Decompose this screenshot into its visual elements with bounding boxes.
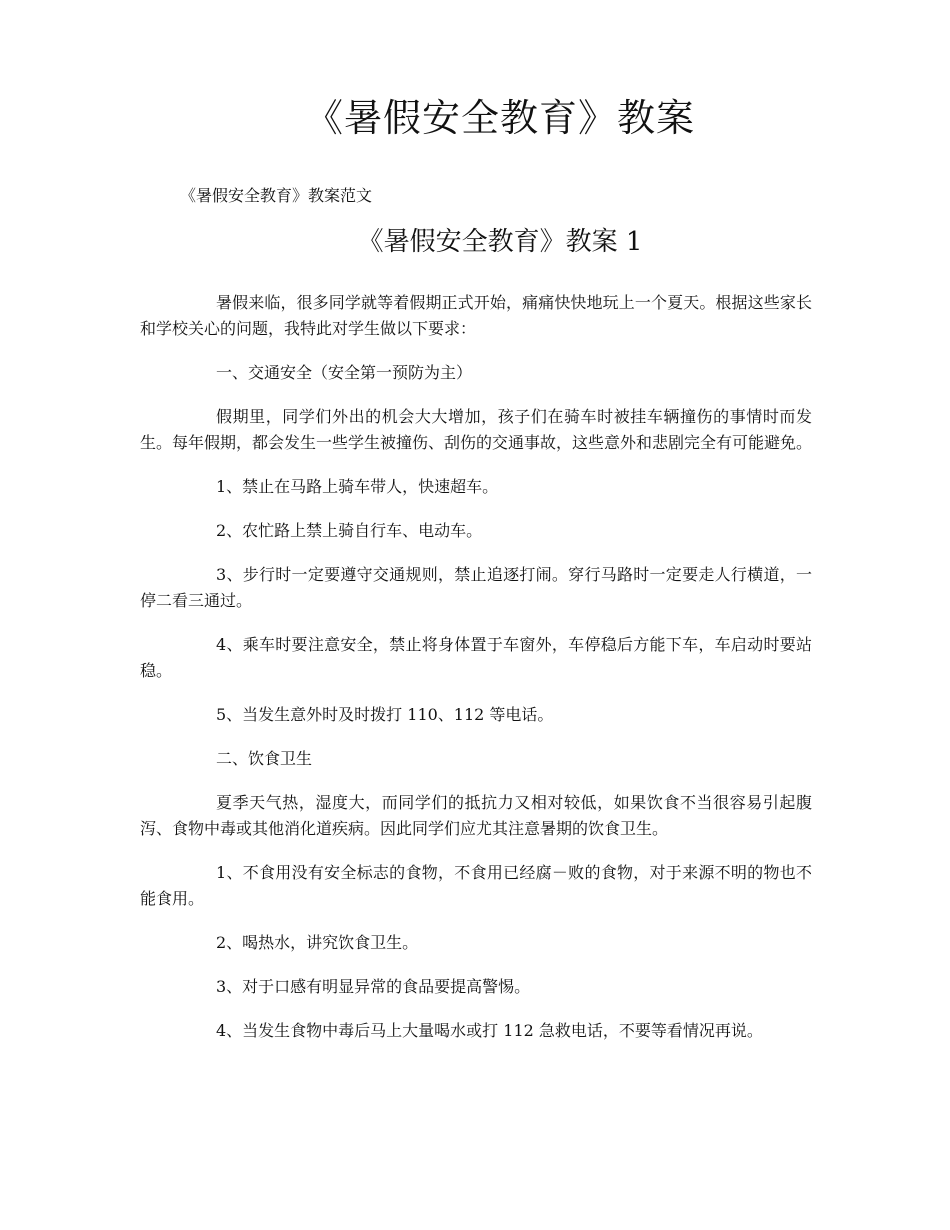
heading-food-hygiene: 二、饮食卫生 <box>216 749 313 768</box>
list-item-food-2: 2、喝热水，讲究饮食卫生。 <box>216 933 419 952</box>
document-title: 《暑假安全教育》教案 <box>304 96 695 140</box>
paragraph-food-intro: 夏季天气热，湿度大，而同学们的抵抗力又相对较低，如果饮食不当很容易引起腹泻、食物中毒或其他消化道疾病。因此同学们应尤其注意暑期的饮食卫生。 <box>140 793 812 838</box>
document-body <box>140 290 812 1062</box>
paragraph-intro: 暑假来临，很多同学就等着假期正式开始，痛痛快快地玩上一个夏天。根据这些家长和学校关心的问题，我特此对学生做以下要求： <box>140 293 812 338</box>
document-subtitle: 《暑假安全教育》教案范文 <box>180 186 373 205</box>
heading-traffic-safety: 一、交通安全（安全第一预防为主） <box>216 363 473 382</box>
list-item-traffic-4: 4、乘车时要注意安全，禁止将身体置于车窗外，车停稳后方能下车，车启动时要站稳。 <box>140 635 812 680</box>
list-item-food-3: 3、对于口感有明显异常的食品要提高警惕。 <box>216 977 531 996</box>
list-item-food-1: 1、不食用没有安全标志的食物，不食用已经腐－败的食物，对于来源不明的物也不能食用。 <box>140 863 812 908</box>
list-item-traffic-3: 3、步行时一定要遵守交通规则，禁止追逐打闹。穿行马路时一定要走人行横道，一停二看三通过。 <box>140 565 812 610</box>
list-item-food-4: 4、当发生食物中毒后马上大量喝水或打 112 急救电话，不要等看情况再说。 <box>216 1021 763 1040</box>
list-item-traffic-1: 1、禁止在马路上骑车带人，快速超车。 <box>216 477 499 496</box>
paragraph-traffic-intro: 假期里，同学们外出的机会大大增加，孩子们在骑车时被挂车辆撞伤的事情时而发生。每年假期，都会发生一些学生被撞伤、刮伤的交通事故，这些意外和悲剧完全有可能避免。 <box>140 407 813 452</box>
list-item-traffic-2: 2、农忙路上禁上骑自行车、电动车。 <box>216 521 483 540</box>
list-item-traffic-5: 5、当发生意外时及时拨打 110、112 等电话。 <box>216 705 554 724</box>
section-title: 《暑假安全教育》教案 1 <box>357 227 643 257</box>
